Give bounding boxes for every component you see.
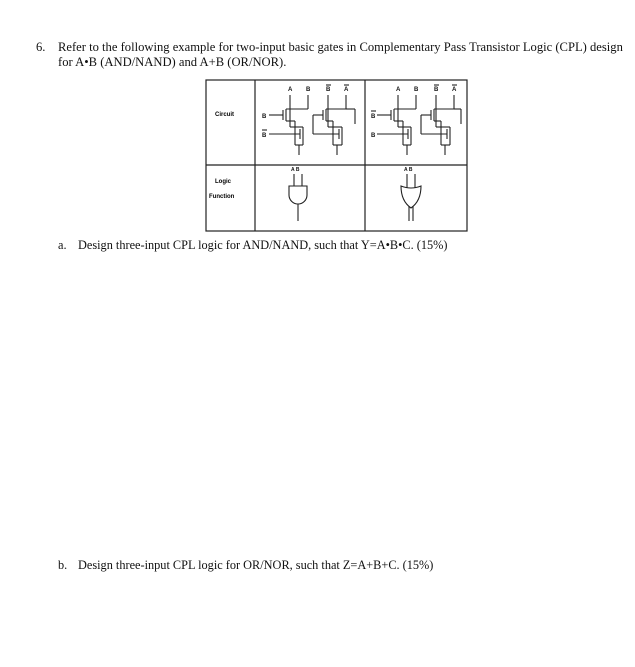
- input-label-b-bar: B: [326, 87, 331, 93]
- side-label-b-bar: B: [262, 133, 267, 139]
- question-number: 6.: [36, 40, 46, 54]
- input-label-b-bar-2: B: [434, 87, 439, 93]
- side-label-b-bar-2: B: [371, 114, 376, 120]
- table-border: [206, 80, 467, 231]
- part-b: [58, 558, 433, 573]
- question-text: Refer to the following example for two-input basic gates in Complementary Pass Transistor Logic (CPL) design for A•B (AND/NAND) and A+B (OR/NOR).: [58, 40, 623, 69]
- input-label-b-2: B: [414, 87, 419, 93]
- input-label-a-bar-2: A: [452, 87, 457, 93]
- input-label-a-2: A: [396, 87, 401, 93]
- side-label-b-2: B: [371, 133, 376, 139]
- or-gate-input-labels: A B: [404, 167, 413, 173]
- row-label-logic: Logic: [215, 179, 231, 185]
- row-label-circuit: Circuit: [215, 112, 235, 118]
- cpl-and-nand-circuit: [262, 85, 355, 155]
- part-a-text: Design three-input CPL logic for AND/NAND, such that Y=A•B•C. (15%): [78, 238, 448, 252]
- part-b-letter: b.: [58, 558, 68, 572]
- part-a: [58, 238, 448, 253]
- cpl-gates-figure: [205, 79, 468, 232]
- input-label-b: B: [306, 87, 311, 93]
- part-a-letter: a.: [58, 238, 67, 252]
- row-label-function: Function: [209, 194, 235, 200]
- input-label-a: A: [288, 87, 293, 93]
- part-b-text: Design three-input CPL logic for OR/NOR, such that Z=A+B+C. (15%): [78, 558, 434, 572]
- input-label-a-bar: A: [344, 87, 349, 93]
- cpl-or-nor-circuit: [371, 85, 461, 155]
- or-gate-symbol: [401, 167, 421, 221]
- side-label-b: B: [262, 114, 267, 120]
- and-gate-symbol: [289, 167, 307, 221]
- cpl-table-svg: [205, 79, 468, 232]
- and-gate-input-labels: A B: [291, 167, 300, 173]
